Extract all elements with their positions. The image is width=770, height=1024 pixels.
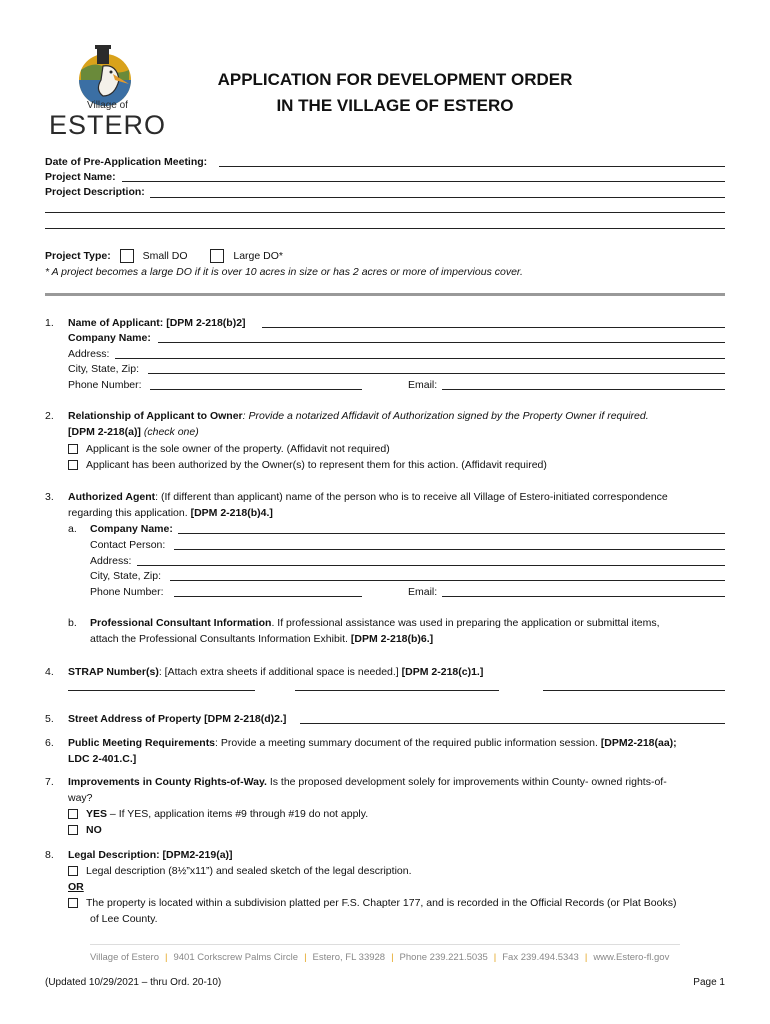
public-meeting-ref-1: [DPM2-218(aa); [600,737,677,749]
sole-owner-label: Applicant is the sole owner of the property. (Affidavit not required) [86,443,390,455]
agent-ref: [DPM 2-218(b)4.] [190,507,273,519]
county-yes-option [68,807,368,821]
section-3-number: 3. [45,491,54,503]
agent-city-field[interactable] [170,580,725,581]
project-type-note: * A project becomes a large DO if it is over 10 acres in size or has 2 acres or more of impervious cover. [45,266,523,278]
project-type-label: Project Type: [45,250,111,262]
legal-option-2 [68,896,676,910]
legal-option-2-label: The property is located within a subdivision platted per F.S. Chapter 177, and is recorded in the Official Records (or Plat Books) [86,897,677,909]
relationship-ref-row [68,425,199,439]
consultant-title: Professional Consultant Information [90,617,272,629]
applicant-city-field[interactable] [148,373,725,374]
county-yes-label: YES [86,808,108,820]
footer-contact: Village of Estero | 9401 Corkscrew Palms Circle | Estero, FL 33928 | Phone 239.221.5035 | Fax 239.494.5343 | www.Estero-fl.gov [90,952,670,963]
strap-field-3[interactable] [543,690,725,691]
sole-owner-option [68,442,390,456]
section-7-number: 7. [45,776,54,788]
section-5-number: 5. [45,713,54,725]
consultant-desc: . If professional assistance was used in preparing the application or submittal items, [271,617,660,629]
footer-divider [90,944,680,945]
section-divider [45,293,725,296]
agent-phone-label: Phone Number: [90,586,164,598]
consultant-desc-row-2 [90,632,433,646]
footer-fax: Fax 239.494.5343 [502,952,579,963]
applicant-name-field[interactable] [262,327,725,328]
applicant-email-label: Email: [408,379,438,391]
authorized-option [68,458,547,472]
public-meeting-heading [68,736,677,750]
title-line-1: APPLICATION FOR DEVELOPMENT ORDER [217,70,573,89]
title-line-2: IN THE VILLAGE OF ESTERO [276,96,514,115]
legal-description-title: Legal Description: [DPM2-219(a)] [68,849,233,861]
agent-address-label: Address: [90,555,132,567]
county-no-option [68,823,102,837]
footer-phone: Phone 239.221.5035 [399,952,488,963]
public-meeting-title: Public Meeting Requirements [68,737,216,749]
consultant-heading [90,616,660,630]
legal-or: OR [68,881,84,893]
county-row-desc: Is the proposed development solely for improvements within County- owned rights-of- [266,776,667,788]
county-yes-desc: – If YES, application items #9 through #19 do not apply. [107,808,369,820]
applicant-company-label: Company Name: [68,332,151,344]
applicant-address-label: Address: [68,348,110,360]
legal-option-1 [68,864,412,878]
updated-note: (Updated 10/29/2021 – thru Ord. 20-10) [45,977,222,988]
footer-address: 9401 Corkscrew Palms Circle [173,952,299,963]
project-name-label: Project Name: [45,171,116,183]
project-description-label: Project Description: [45,186,145,198]
county-row-title: Improvements in County Rights-of-Way. [68,776,267,788]
applicant-phone-label: Phone Number: [68,379,142,391]
agent-desc-2: regarding this application. [68,507,188,519]
applicant-company-field[interactable] [158,342,725,343]
project-description-line-3[interactable] [45,228,725,229]
county-yes-checkbox[interactable] [68,809,78,819]
section-6-number: 6. [45,737,54,749]
agent-company-field[interactable] [178,533,725,534]
strap-ref: [DPM 2-218(c)1.] [401,666,484,678]
strap-desc: : [Attach extra sheets if additional space is needed.] [158,666,399,678]
applicant-address-field[interactable] [115,358,725,359]
date-field[interactable] [219,166,725,167]
project-name-field[interactable] [122,181,725,182]
agent-address-field[interactable] [137,565,725,566]
legal-option-1-label: Legal description (8½”x11”) and sealed sketch of the legal description. [86,865,412,877]
public-meeting-desc: : Provide a meeting summary document of the required public information session. [215,737,598,749]
applicant-phone-field[interactable] [150,389,362,390]
section-1-number: 1. [45,317,54,329]
large-do-checkbox[interactable] [210,249,224,263]
strap-title: STRAP Number(s) [68,666,159,678]
agent-email-field[interactable] [442,596,725,597]
page-title [150,67,640,119]
street-address-field[interactable] [300,723,725,724]
project-type-row [45,249,283,263]
logo-name: ESTERO [49,110,167,140]
small-do-checkbox[interactable] [120,249,134,263]
agent-title: Authorized Agent [68,491,156,503]
relationship-heading [68,409,649,423]
street-address-label: Street Address of Property [DPM 2-218(d)2.] [68,713,287,725]
applicant-name-label: Name of Applicant: [DPM 2-218(b)2] [68,317,246,329]
project-description-field[interactable] [150,197,725,198]
relationship-check-one: (check one) [143,426,199,438]
applicant-email-field[interactable] [442,389,725,390]
agent-company-label: Company Name: [90,523,173,535]
agent-desc-row-2 [68,506,273,520]
agent-city-label: City, State, Zip: [90,570,161,582]
section-2-number: 2. [45,410,54,422]
relationship-ref: [DPM 2-218(a)] [68,426,141,438]
agent-phone-field[interactable] [174,596,362,597]
section-4-number: 4. [45,666,54,678]
county-row-desc-2: way? [68,792,93,804]
footer-website[interactable]: www.Estero-fl.gov [593,952,670,963]
relationship-title: Relationship of Applicant to Owner [68,410,243,422]
consultant-desc-2: attach the Professional Consultants Information Exhibit. [90,633,348,645]
strap-field-2[interactable] [295,690,499,691]
small-do-label: Small DO [142,250,188,262]
applicant-city-label: City, State, Zip: [68,363,139,375]
footer-city: Estero, FL 33928 [312,952,386,963]
agent-contact-label: Contact Person: [90,539,166,551]
footer-village: Village of Estero [90,952,160,963]
project-description-line-2[interactable] [45,212,725,213]
strap-field-1[interactable] [68,690,255,691]
agent-item-b: b. [68,617,77,629]
agent-email-label: Email: [408,586,438,598]
legal-option-2-checkbox[interactable] [68,898,78,908]
authorized-checkbox[interactable] [68,460,78,470]
county-no-label: NO [86,824,102,836]
strap-heading [68,665,483,679]
agent-contact-field[interactable] [174,549,725,550]
section-8-number: 8. [45,849,54,861]
legal-option-2-line-2: of Lee County. [90,913,158,925]
county-no-checkbox[interactable] [68,825,78,835]
consultant-ref: [DPM 2-218(b)6.] [350,633,434,645]
public-meeting-ref-2: LDC 2-401.C.] [68,753,137,765]
large-do-label: Large DO* [233,250,283,262]
authorized-label: Applicant has been authorized by the Owner(s) to represent them for this action. (Affidavit required) [86,459,547,471]
sole-owner-checkbox[interactable] [68,444,78,454]
date-label: Date of Pre-Application Meeting: [45,156,208,168]
page-number: Page 1 [693,977,725,988]
relationship-desc: : Provide a notarized Affidavit of Authorization signed by the Property Owner if required. [242,410,649,422]
county-row-heading [68,775,667,789]
agent-desc: : (If different than applicant) name of the person who is to receive all Village of Estero-initiated correspondence [155,491,668,503]
agent-heading [68,490,668,504]
agent-item-a: a. [68,523,77,535]
legal-option-1-checkbox[interactable] [68,866,78,876]
logo-village-of: Village of [87,100,128,111]
